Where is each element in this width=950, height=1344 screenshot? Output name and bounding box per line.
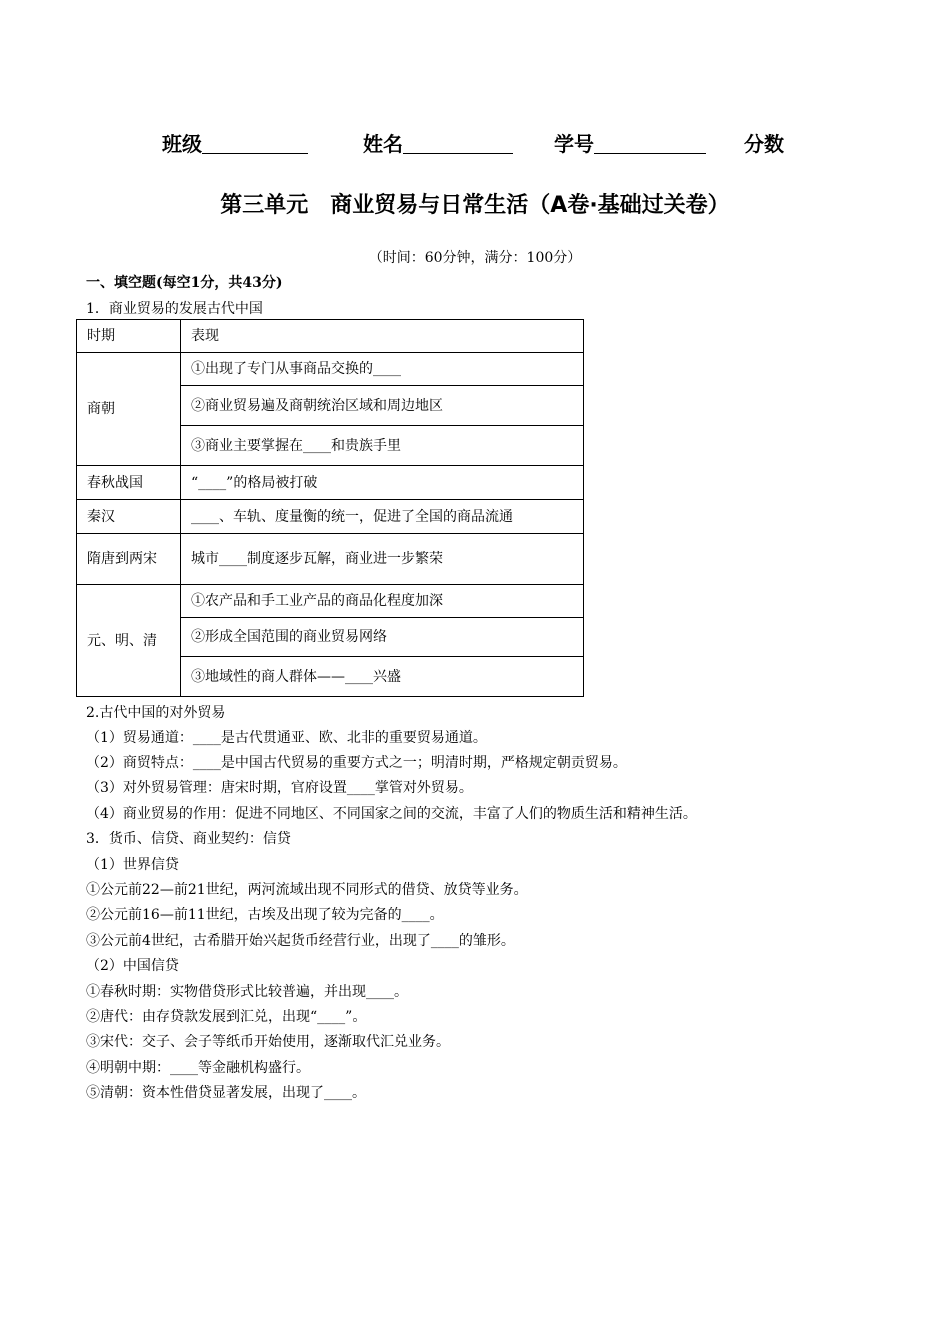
china-credit-line: ②唐代：由存贷款发展到汇兑，出现“____”。: [86, 1009, 367, 1025]
world-credit-line: ①公元前22—前21世纪，两河流域出现不同形式的借贷、放贷等业务。: [86, 882, 528, 898]
china-credit-line: ⑤清朝：资本性借贷显著发展，出现了____。: [86, 1085, 366, 1101]
description-cell: ③商业主要掌握在____和贵族手里: [181, 426, 584, 466]
table-header-cell: 时期: [77, 320, 181, 353]
china-credit-line: ③宋代：交子、会子等纸币开始使用，逐渐取代汇兑业务。: [86, 1034, 450, 1050]
question-2-title: 2.古代中国的对外贸易: [86, 705, 226, 721]
name-blank[interactable]: [403, 133, 513, 154]
period-cell: 商朝: [77, 353, 181, 466]
id-field: [554, 128, 706, 157]
name-field: [363, 128, 513, 157]
description-cell: ③地域性的商人群体——____兴盛: [181, 657, 584, 697]
description-cell: “____”的格局被打破: [181, 466, 584, 500]
period-cell: 秦汉: [77, 500, 181, 534]
question-3-title: 3．货币、信贷、商业契约：信贷: [86, 831, 291, 847]
period-cell: 隋唐到两宋: [77, 534, 181, 585]
table-row: [77, 466, 584, 500]
score-field: [744, 128, 784, 157]
student-info-header: [162, 128, 802, 158]
class-blank[interactable]: [202, 133, 308, 154]
description-cell: ②形成全国范围的商业贸易网络: [181, 618, 584, 657]
question-2-line: （2）商贸特点：____是中国古代贸易的重要方式之一；明清时期，严格规定朝贡贸易。: [86, 755, 627, 771]
world-credit-line: ③公元前4世纪，古希腊开始兴起货币经营行业，出现了____的雏形。: [86, 933, 515, 949]
question-2-line: （1）贸易通道：____是古代贯通亚、欧、北非的重要贸易通道。: [86, 730, 487, 746]
table-row: [77, 500, 584, 534]
question-1-title: 1．商业贸易的发展古代中国: [86, 301, 263, 317]
description-cell: ____、车轨、度量衡的统一，促进了全国的商品流通: [181, 500, 584, 534]
period-cell: 元、明、清: [77, 585, 181, 697]
china-credit-line: ①春秋时期：实物借贷形式比较普遍，并出现____。: [86, 984, 408, 1000]
china-credit-heading: （2）中国信贷: [86, 958, 179, 974]
period-cell: 春秋战国: [77, 466, 181, 500]
id-blank[interactable]: [594, 133, 706, 154]
table-row: [77, 353, 584, 386]
table-header-row: [77, 320, 584, 353]
question-2-line: （4）商业贸易的作用：促进不同地区、不同国家之间的交流，丰富了人们的物质生活和精神生活。: [86, 806, 697, 822]
class-field: [162, 128, 308, 157]
china-credit-line: ④明朝中期：____等金融机构盛行。: [86, 1060, 310, 1076]
description-cell: ①农产品和手工业产品的商品化程度加深: [181, 585, 584, 618]
id-label: 学号: [554, 132, 594, 156]
description-cell: ②商业贸易遍及商朝统治区域和周边地区: [181, 386, 584, 426]
page-title: 第三单元 商业贸易与日常生活（A卷·基础过关卷）: [220, 193, 730, 218]
world-credit-heading: （1）世界信贷: [86, 857, 179, 873]
description-cell: ①出现了专门从事商品交换的____: [181, 353, 584, 386]
table-row: [77, 585, 584, 618]
commerce-history-table: [76, 319, 584, 697]
world-credit-line: ②公元前16—前11世纪，古埃及出现了较为完备的____。: [86, 907, 444, 923]
score-label: 分数: [744, 132, 784, 156]
description-cell: 城市____制度逐步瓦解，商业进一步繁荣: [181, 534, 584, 585]
name-label: 姓名: [363, 132, 403, 156]
table-row: [77, 534, 584, 585]
table-header-cell: 表现: [181, 320, 584, 353]
question-2-line: （3）对外贸易管理：唐宋时期，官府设置____掌管对外贸易。: [86, 780, 473, 796]
exam-info: （时间：60分钟，满分：100分）: [368, 250, 582, 266]
class-label: 班级: [162, 132, 202, 156]
section-heading: 一、填空题(每空1分，共43分): [86, 275, 283, 291]
